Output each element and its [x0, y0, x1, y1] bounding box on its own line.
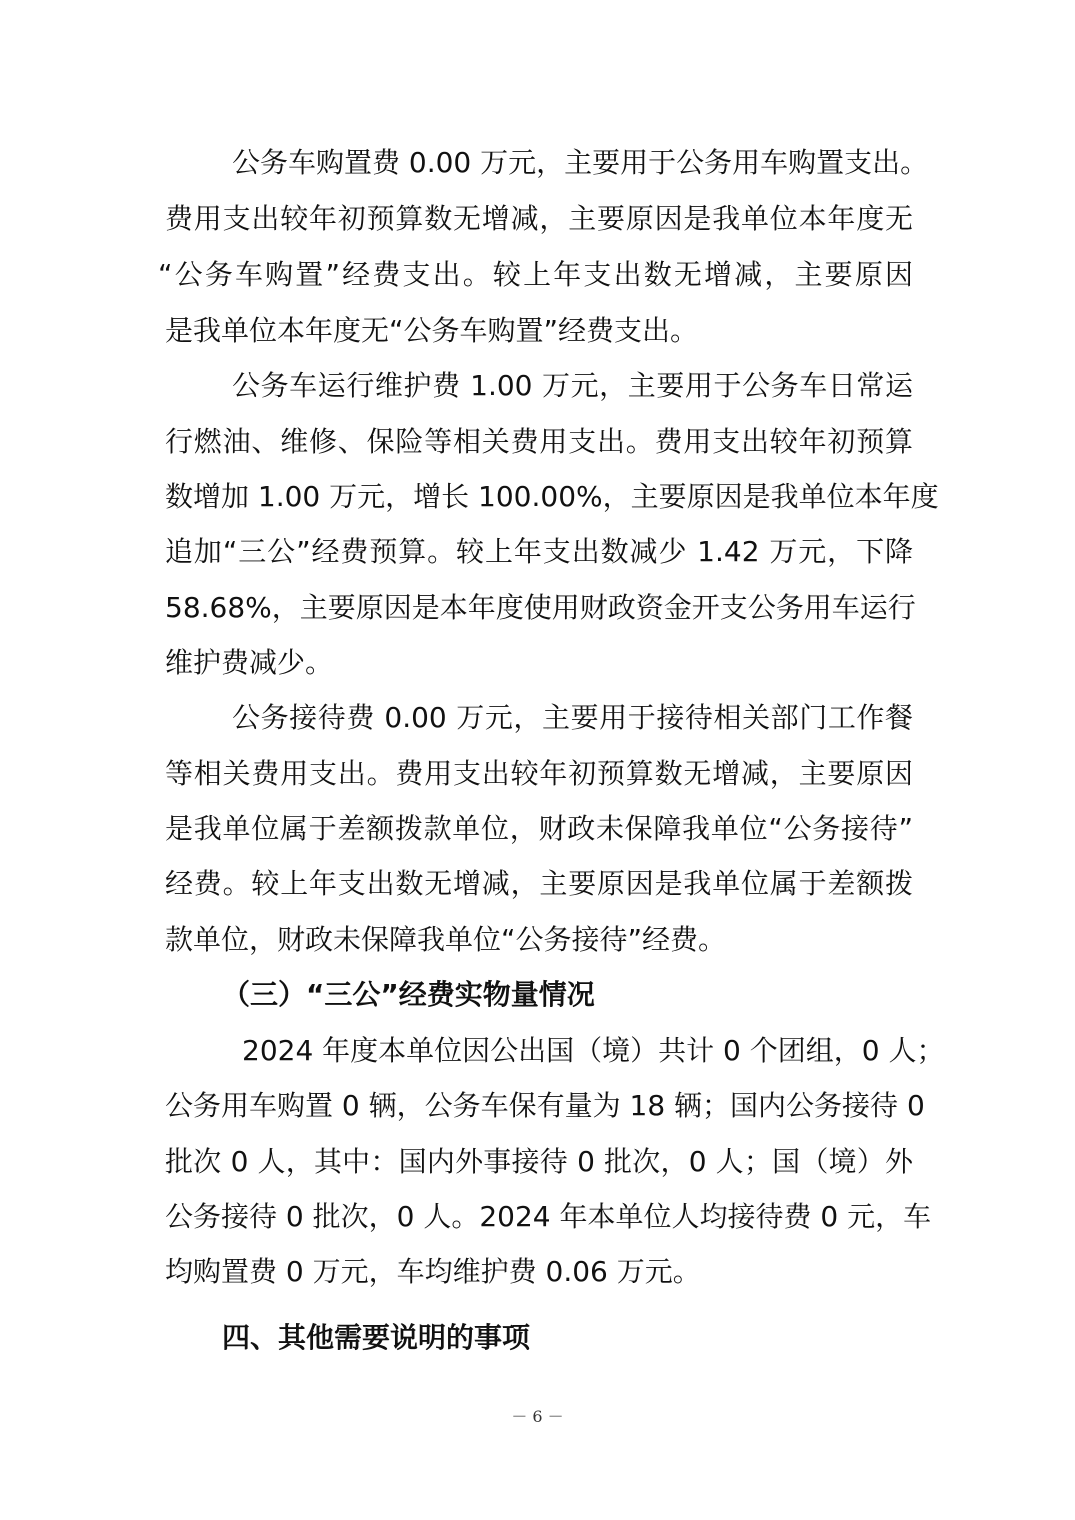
- paragraph-line: 经费。较上年支出数无增减，主要原因是我单位属于差额拨: [165, 867, 913, 900]
- paragraph-line: 维护费减少。: [165, 646, 334, 679]
- paragraph-line: 均购置费 0 万元，车均维护费 0.06 万元。: [165, 1255, 701, 1288]
- paragraph-line: 费用支出较年初预算数无增减，主要原因是我单位本年度无: [165, 202, 913, 235]
- paragraph-line: 公务接待费 0.00 万元，主要用于接待相关部门工作餐: [232, 701, 913, 734]
- paragraph-line: 追加“三公”经费预算。较上年支出数减少 1.42 万元，下降: [165, 535, 913, 568]
- paragraph-line: 2024 年度本单位因公出国（境）共计 0 个团组，0 人；: [242, 1034, 945, 1067]
- paragraph-line: 数增加 1.00 万元，增长 100.00%，主要原因是我单位本年度: [165, 480, 939, 513]
- paragraph-line: 公务接待 0 批次，0 人。2024 年本单位人均接待费 0 元，车: [165, 1200, 932, 1233]
- paragraph-line: 行燃油、维修、保险等相关费用支出。费用支出较年初预算: [165, 425, 913, 458]
- paragraph-line: 批次 0 人，其中：国内外事接待 0 批次，0 人；国（境）外: [165, 1145, 913, 1178]
- paragraph-line: 公务车购置费 0.00 万元，主要用于公务用车购置支出。: [232, 146, 929, 179]
- paragraph-line: 58.68%，主要原因是本年度使用财政资金开支公务用车运行: [165, 591, 916, 624]
- paragraph-line: 公务车运行维护费 1.00 万元，主要用于公务车日常运: [232, 369, 913, 402]
- paragraph-line: 是我单位属于差额拨款单位，财政未保障我单位“公务接待”: [165, 812, 913, 845]
- paragraph-line: “公务车购置”经费支出。较上年支出数无增减，主要原因: [158, 258, 913, 291]
- paragraph-line: 公务用车购置 0 辆，公务车保有量为 18 辆；国内公务接待 0: [165, 1089, 925, 1122]
- paragraph-line: 等相关费用支出。费用支出较年初预算数无增减，主要原因: [165, 757, 913, 790]
- paragraph-line: 款单位，财政未保障我单位“公务接待”经费。: [165, 923, 727, 956]
- page-number: － 6 －: [511, 1407, 564, 1426]
- section-heading: 四、其他需要说明的事项: [222, 1321, 531, 1354]
- section-heading: （三）“三公”经费实物量情况: [222, 978, 595, 1011]
- paragraph-line: 是我单位本年度无“公务车购置”经费支出。: [165, 314, 699, 347]
